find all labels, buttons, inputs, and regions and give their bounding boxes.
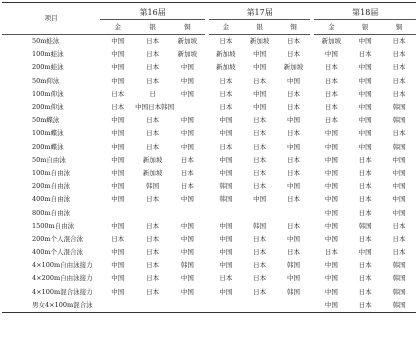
medal-cell: 中国: [324, 287, 338, 296]
subheader-gold: 金: [314, 20, 348, 35]
event-name: 4×100m自由泳接力: [32, 261, 93, 270]
medal-cell: 日本: [111, 234, 125, 243]
medal-cell: 新加坡: [142, 168, 163, 177]
medal-cell: 日本: [253, 261, 267, 270]
medal-cell: 日本: [180, 182, 194, 191]
event-name: 200m蛙泳: [32, 63, 64, 72]
medal-cell: 日本: [392, 234, 406, 243]
medal-cell: 中国: [219, 287, 233, 296]
medal-cell: 中国: [324, 168, 338, 177]
medal-cell: 日本: [286, 195, 300, 204]
medal-cell: 日本: [358, 208, 372, 217]
medal-cell: 日本: [324, 76, 338, 85]
medal-cell: 中国: [324, 142, 338, 151]
medal-cell: 日本: [180, 155, 194, 164]
medal-cell: 日本: [219, 274, 233, 283]
medal-cell: 中国: [180, 274, 194, 283]
table-row: [2, 220, 416, 233]
table-row: [2, 299, 416, 313]
medal-cell: 日本: [219, 89, 233, 98]
event-name: 50m蛙泳: [32, 37, 60, 46]
subheader-bronze: 铜: [277, 20, 311, 35]
medal-cell: 中国: [180, 76, 194, 85]
medal-cell: [170, 299, 205, 313]
medal-cell: 中国日本韩国: [135, 103, 175, 112]
medal-cell: [277, 206, 311, 219]
medal-cell: 日本: [392, 50, 406, 59]
medal-table: [2, 2, 416, 313]
medal-cell: 中国: [180, 287, 194, 296]
medal-cell: 中国: [219, 261, 233, 270]
medal-cell: 新加坡: [216, 50, 236, 59]
subheader-gold: 金: [100, 20, 135, 35]
medal-cell: 中国: [219, 221, 233, 230]
table-row: [2, 75, 416, 88]
medal-cell: 中国: [358, 129, 372, 138]
medal-cell: 中国: [286, 182, 300, 191]
medal-cell: 日本: [358, 234, 372, 243]
medal-cell: 中国: [324, 50, 338, 59]
medal-cell: 韩国: [219, 182, 233, 191]
table-row: [2, 88, 416, 101]
table-row: [2, 206, 416, 219]
medal-cell: 中国: [324, 208, 338, 217]
medal-cell: 中国: [111, 63, 125, 72]
medal-cell: 中国: [111, 221, 125, 230]
event-name: 100m仰泳: [32, 89, 64, 98]
medal-cell: 日本: [286, 155, 300, 164]
medal-cell: 韩国: [286, 261, 300, 270]
medal-cell: 日本: [392, 37, 406, 46]
medal-cell: 日本: [286, 50, 300, 59]
event-name: 400m个人混合泳: [32, 248, 84, 257]
medal-cell: [209, 206, 243, 219]
medal-cell: 日本: [358, 155, 372, 164]
medal-cell: 日: [149, 89, 156, 98]
medal-cell: 日本: [286, 168, 300, 177]
medal-cell: 中国: [324, 234, 338, 243]
medal-cell: 中国: [286, 142, 300, 151]
medal-cell: 日本: [146, 76, 160, 85]
medal-cell: 韩国: [392, 300, 406, 309]
subheader-bronze: 铜: [382, 20, 416, 35]
event-name: 50m蝶泳: [32, 116, 60, 125]
medal-cell: 中国: [286, 234, 300, 243]
medal-cell: 新加坡: [216, 63, 236, 72]
medal-cell: 日本: [146, 234, 160, 243]
medal-cell: [100, 206, 135, 219]
medal-cell: 日本: [358, 195, 372, 204]
medal-cell: 中国: [253, 103, 267, 112]
medal-cell: [277, 299, 311, 313]
medal-cell: 韩国: [392, 287, 406, 296]
medal-cell: [135, 206, 170, 219]
medal-cell: 中国: [358, 116, 372, 125]
medal-cell: 日本: [219, 37, 233, 46]
medal-cell: 日本: [392, 76, 406, 85]
medal-cell: 韩国: [180, 261, 194, 270]
event-name: 50m自由泳: [32, 155, 66, 164]
table-row: [2, 101, 416, 114]
medal-cell: 中国: [180, 248, 194, 257]
medal-cell: 日本: [146, 142, 160, 151]
medal-cell: 日本: [146, 221, 160, 230]
table-row: [2, 167, 416, 180]
event-name: 400m自由泳: [32, 195, 71, 204]
medal-cell: 日本: [358, 168, 372, 177]
medal-cell: 日本: [286, 221, 300, 230]
medal-cell: 日本: [253, 248, 267, 257]
medal-cell: [170, 101, 205, 114]
medal-cell: 中国: [324, 182, 338, 191]
medal-cell: 中国: [111, 116, 125, 125]
table-row: [2, 141, 416, 154]
medal-cell: 日本: [180, 168, 194, 177]
medal-cell: 中国: [358, 248, 372, 257]
medal-cell: 韩国: [392, 261, 406, 270]
medal-cell: 韩国: [392, 103, 406, 112]
medal-cell: [135, 299, 170, 313]
table-row: [2, 154, 416, 167]
medal-cell: 日本: [253, 234, 267, 243]
medal-cell: 日本: [392, 63, 406, 72]
medal-cell: 中国: [180, 116, 194, 125]
medal-cell: 中国: [358, 89, 372, 98]
medal-cell: 日本: [146, 274, 160, 283]
medal-cell: 中国: [219, 234, 233, 243]
medal-cell: 中国: [219, 168, 233, 177]
subheader-gold: 金: [209, 20, 243, 35]
medal-cell: [243, 206, 277, 219]
medal-cell: 日本: [324, 248, 338, 257]
medal-cell: 日本: [253, 116, 267, 125]
medal-cell: 日本: [146, 287, 160, 296]
medal-cell: 中国: [392, 208, 406, 217]
group-header-17: 第17届: [209, 3, 310, 20]
medal-cell: 日本: [253, 129, 267, 138]
event-name: 100m蛙泳: [32, 50, 64, 59]
table-row: [2, 61, 416, 74]
medal-cell: 日本: [324, 63, 338, 72]
event-name: 800m自由泳: [32, 208, 71, 217]
medal-cell: 韩国: [253, 221, 267, 230]
event-name: 4×200m自由泳接力: [32, 274, 93, 283]
medal-cell: 日本: [146, 261, 160, 270]
table-row: [2, 127, 416, 140]
medal-cell: 中国: [286, 274, 300, 283]
medal-cell: 中国: [219, 116, 233, 125]
medal-cell: 日本: [358, 300, 372, 309]
medal-cell: [100, 299, 135, 313]
medal-cell: 中国: [111, 142, 125, 151]
event-name: 200m仰泳: [32, 103, 64, 112]
medal-cell: 中国: [111, 168, 125, 177]
medal-cell: 新加坡: [177, 50, 198, 59]
table-row: [2, 114, 416, 127]
medal-cell: 中国: [111, 287, 125, 296]
table-row: [2, 286, 416, 299]
medal-cell: 日本: [253, 182, 267, 191]
medal-cell: 中国: [219, 155, 233, 164]
medal-cell: 中国: [324, 129, 338, 138]
medal-cell: 中国: [180, 89, 194, 98]
table-row: [2, 259, 416, 272]
medal-cell: 中国: [111, 129, 125, 138]
medal-cell: 韩国: [146, 182, 160, 191]
medal-cell: 中国: [111, 50, 125, 59]
table-row: [2, 193, 416, 206]
medal-cell: 新加坡: [142, 155, 163, 164]
medal-cell: 韩国: [286, 287, 300, 296]
medal-cell: 中国: [219, 248, 233, 257]
medal-cell: 日本: [286, 103, 300, 112]
subheader-silver: 银: [243, 20, 277, 35]
medal-cell: 中国: [111, 274, 125, 283]
medal-cell: 日本: [253, 287, 267, 296]
medal-cell: 日本: [111, 103, 125, 112]
medal-cell: [170, 206, 205, 219]
medal-cell: 日本: [358, 182, 372, 191]
medal-cell: 中国: [358, 142, 372, 151]
medal-cell: 日本: [392, 221, 406, 230]
medal-cell: 日本: [358, 261, 372, 270]
medal-cell: 中国: [111, 248, 125, 257]
medal-cell: 日本: [286, 129, 300, 138]
event-column-header: 项目: [2, 3, 100, 35]
medal-cell: 日本: [324, 116, 338, 125]
medal-cell: 日本: [324, 89, 338, 98]
event-name: 100m自由泳: [32, 168, 71, 177]
medal-cell: 新加坡: [249, 37, 270, 46]
medal-cell: 日本: [358, 274, 372, 283]
medal-cell: 日本: [146, 195, 160, 204]
medal-cell: 新加坡: [283, 63, 304, 72]
medal-cell: 日本: [286, 37, 300, 46]
medal-cell: 中国: [180, 142, 194, 151]
medal-cell: 中国: [392, 168, 406, 177]
medal-cell: 韩国: [392, 116, 406, 125]
medal-cell: 中国: [111, 261, 125, 270]
medal-cell: 新加坡: [321, 37, 342, 46]
medal-cell: 中国: [358, 37, 372, 46]
medal-cell: 中国: [358, 63, 372, 72]
medal-cell: 日本: [286, 248, 300, 257]
medal-cell: 日本: [253, 168, 267, 177]
medal-cell: 中国: [253, 195, 267, 204]
medal-cell: 中国: [324, 155, 338, 164]
medal-cell: 日本: [324, 103, 338, 112]
medal-cell: 日本: [146, 116, 160, 125]
medal-cell: 中国: [253, 63, 267, 72]
medal-cell: 日本: [253, 155, 267, 164]
table-row: [2, 233, 416, 246]
medal-cell: 韩国: [358, 221, 372, 230]
medal-cell: 日本: [146, 37, 160, 46]
subheader-silver: 银: [348, 20, 382, 35]
event-name: 100m蝶泳: [32, 129, 64, 138]
table-row: [2, 180, 416, 193]
medal-cell: 中国: [324, 300, 338, 309]
medal-cell: 中国: [286, 76, 300, 85]
medal-cell: 日本: [219, 103, 233, 112]
medal-cell: [209, 299, 243, 313]
medal-cell: 日本: [146, 129, 160, 138]
medal-cell: 日本: [358, 287, 372, 296]
medal-cell: 日本: [358, 50, 372, 59]
table-row: [2, 272, 416, 285]
subheader-bronze: 铜: [170, 20, 205, 35]
medal-cell: 新加坡: [177, 37, 198, 46]
table-body: [2, 35, 416, 313]
medal-cell: 中国: [286, 116, 300, 125]
medal-cell: 中国: [392, 182, 406, 191]
medal-cell: 中国: [324, 261, 338, 270]
medal-cell: 日本: [146, 50, 160, 59]
medal-cell: 中国: [180, 195, 194, 204]
medal-cell: 中国: [180, 234, 194, 243]
table-row: [2, 35, 416, 49]
event-name: 200m自由泳: [32, 182, 71, 191]
medal-cell: 中国: [253, 50, 267, 59]
event-name: 50m仰泳: [32, 76, 60, 85]
medal-cell: 中国: [392, 195, 406, 204]
medal-cell: 中国: [111, 37, 125, 46]
medal-cell: 日本: [392, 89, 406, 98]
medal-cell: 中国: [358, 103, 372, 112]
medal-cell: 日本: [111, 89, 125, 98]
medal-cell: 中国: [358, 76, 372, 85]
event-name: 1500m自由泳: [32, 221, 75, 230]
medal-cell: 中国: [180, 63, 194, 72]
medal-cell: 日本: [146, 63, 160, 72]
medal-cell: 日本: [286, 89, 300, 98]
group-header-16: 第16届: [100, 3, 205, 20]
event-name: 200m蝶泳: [32, 142, 64, 151]
medal-cell: 日本: [146, 248, 160, 257]
medal-cell: [243, 299, 277, 313]
medal-cell: 日本: [392, 248, 406, 257]
medal-cell: 中国: [324, 221, 338, 230]
medal-cell: 中国: [111, 195, 125, 204]
medal-cell: 中国: [180, 129, 194, 138]
medal-cell: 日本: [392, 129, 406, 138]
medal-cell: 中国: [324, 195, 338, 204]
event-name: 男女4×100m混合泳: [32, 300, 93, 309]
event-name: 200m个人混合泳: [32, 234, 84, 243]
medal-cell: 日本: [253, 76, 267, 85]
medal-cell: 日本: [253, 142, 267, 151]
event-name: 4×100m混合泳接力: [32, 287, 93, 296]
medal-cell: 韩国: [392, 142, 406, 151]
medal-cell: 中国: [324, 274, 338, 283]
table-row: [2, 48, 416, 61]
subheader-silver: 银: [135, 20, 170, 35]
medal-cell: 中国: [180, 221, 194, 230]
medal-cell: 中国: [111, 76, 125, 85]
table-row: [2, 246, 416, 259]
medal-cell: 日本: [253, 274, 267, 283]
group-header-18: 第18届: [314, 3, 416, 20]
medal-cell: 中国: [392, 155, 406, 164]
medal-cell: 中国: [219, 129, 233, 138]
medal-cell: 日本: [219, 76, 233, 85]
medal-cell: 日本: [219, 142, 233, 151]
medal-cell: 韩国: [392, 274, 406, 283]
medal-cell: 中国: [253, 89, 267, 98]
medal-cell: 中国: [111, 155, 125, 164]
medal-cell: 韩国: [219, 195, 233, 204]
medal-cell: 中国: [111, 182, 125, 191]
